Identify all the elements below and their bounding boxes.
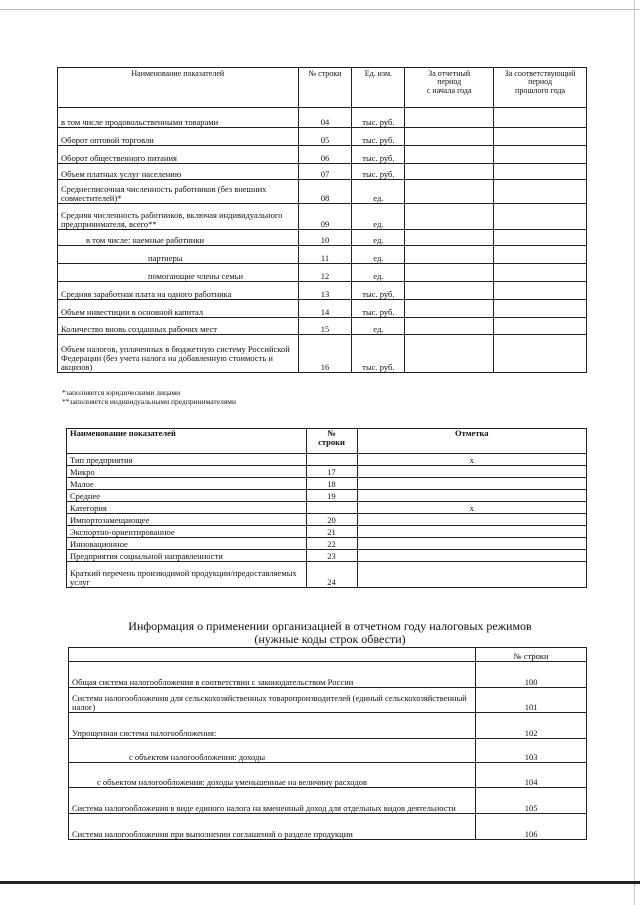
footnotes [62,388,236,407]
table-row: Тип предприятия х [67,454,587,466]
value-cell[interactable] [494,335,587,373]
table-row: Оборот общественного питания 06 тыс. руб. [58,146,587,164]
value-cell[interactable] [405,246,494,264]
value-cell[interactable] [405,300,494,318]
value-cell[interactable] [405,335,494,373]
value-cell[interactable] [405,318,494,335]
value-cell[interactable] [405,282,494,300]
table-row[interactable]: Система налогообложения в виде единого налога на вмененный доход для отдельных видов деятельности 105 [69,788,587,814]
value-cell[interactable] [494,282,587,300]
header-name: Наименование показателей [58,68,299,108]
value-cell[interactable] [494,230,587,246]
table-row: Малое 18 [67,478,587,490]
value-cell[interactable] [494,146,587,164]
value-cell[interactable] [494,180,587,204]
value-cell[interactable] [405,230,494,246]
header-row-number: № строки [298,68,352,108]
row-code[interactable]: 103 [476,739,587,763]
mark-cell[interactable] [357,526,587,538]
mark-cell[interactable] [357,562,587,588]
value-cell[interactable] [494,246,587,264]
value-cell[interactable] [405,164,494,180]
tax-regimes-title: Информация о применении организацией в отчетном году налоговых режимов [128,619,532,633]
header-row-number: № строки [306,429,357,454]
table-row: Импортозамещающее 20 [67,514,587,526]
table-row: Количество вновь созданных рабочих мест 15 ед. [58,318,587,335]
tax-regimes-subtitle: (нужные коды строк обвести) [254,632,406,647]
table-row[interactable]: Упрощенная система налогообложения: 102 [69,713,587,739]
page-edge-top [0,9,640,10]
table-row: Среднесписочная численность работников (без внешних совместителей)* 08 ед. [58,180,587,204]
table-row: Объем инвестиции в основной капитал 14 тыс. руб. [58,300,587,318]
value-cell[interactable] [494,128,587,146]
header-name: Наименование показателей [67,429,307,454]
header-mark: Отметка [357,429,587,454]
table-row: Экспортно-ориентированное 21 [67,526,587,538]
tax-regimes-table [68,647,587,840]
value-cell[interactable] [494,164,587,180]
footnote-entrepreneurs: **заполняется индивидуальными предпринимателями [62,397,237,407]
row-code[interactable]: 104 [476,763,587,788]
value-cell[interactable] [494,264,587,282]
value-cell[interactable] [405,264,494,282]
indicators-table [57,67,587,373]
table-row[interactable]: Общая система налогообложения в соответствии с законодательством России 100 [69,662,587,688]
header-current-period: За отчетный период с начала года [405,68,494,108]
mark-cell[interactable] [357,466,587,478]
table-row[interactable]: с объектом налогообложения: доходы уменьшенные на величину расходов 104 [69,763,587,788]
value-cell[interactable] [494,318,587,335]
row-code[interactable]: 100 [476,662,587,688]
page-edge-right [634,0,635,905]
table-row: Средняя заработная плата на одного работника 13 тыс. руб. [58,282,587,300]
table-row: Предприятия социальной направленности 23 [67,550,587,562]
page-edge-bottom [0,881,640,884]
table-row: Микро 17 [67,466,587,478]
enterprise-header-row [67,429,587,454]
tax-regimes-heading [60,620,600,646]
row-code[interactable]: 101 [476,688,587,713]
mark-cell[interactable] [357,514,587,526]
value-cell[interactable] [405,128,494,146]
table-row: Краткий перечень производимой продукции/предоставляемых услуг 24 [67,562,587,588]
table-row: в том числе: наемные работники 10 ед. [58,230,587,246]
row-code[interactable]: 102 [476,713,587,739]
mark-cell[interactable]: х [357,502,587,514]
indicators-header-row [58,68,587,108]
table-row: Оборот оптовой торговли 05 тыс. руб. [58,128,587,146]
tax-regimes-header-row [69,648,587,662]
table-row: Категория х [67,502,587,514]
table-row: Средняя численность работников, включая индивидуального предпринимателя, всего** 09 ед. [58,204,587,230]
header-unit: Ед. изм. [352,68,405,108]
value-cell[interactable] [494,204,587,230]
mark-cell[interactable] [357,478,587,490]
mark-cell[interactable]: х [357,454,587,466]
mark-cell[interactable] [357,550,587,562]
mark-cell[interactable] [357,490,587,502]
table-row: Инновационное 22 [67,538,587,550]
table-row[interactable]: с объектом налогообложения: доходы 103 [69,739,587,763]
row-code[interactable]: 106 [476,814,587,840]
value-cell[interactable] [494,300,587,318]
value-cell[interactable] [405,180,494,204]
footnote-legal-entities: *заполняется юридическими лицами [62,388,181,397]
row-code[interactable]: 105 [476,788,587,814]
table-row[interactable]: Система налогообложения для сельскохозяйственных товаропроизводителей (единый сельскохозяйственный налог) 101 [69,688,587,713]
table-row: партнеры 11 ед. [58,246,587,264]
value-cell[interactable] [405,108,494,128]
table-row: в том числе продовольственными товарами 04 тыс. руб. [58,108,587,128]
table-row: Среднее 19 [67,490,587,502]
value-cell[interactable] [405,146,494,164]
table-row[interactable]: Система налогообложения при выполнении соглашений о разделе продукции 106 [69,814,587,840]
table-row: помогающие члены семьи 12 ед. [58,264,587,282]
header-previous-period: За соответствующий период прошлого года [494,68,587,108]
table-row: Объем налогов, уплаченных в бюджетную систему Российской Федерации (без учета налога на добавленную стоимость и акцизов) 16 тыс. руб. [58,335,587,373]
value-cell[interactable] [405,204,494,230]
header-row-number: № строки [476,648,587,662]
enterprise-type-table [66,428,587,588]
mark-cell[interactable] [357,538,587,550]
value-cell[interactable] [494,108,587,128]
table-row: Объем платных услуг населению 07 тыс. руб. [58,164,587,180]
